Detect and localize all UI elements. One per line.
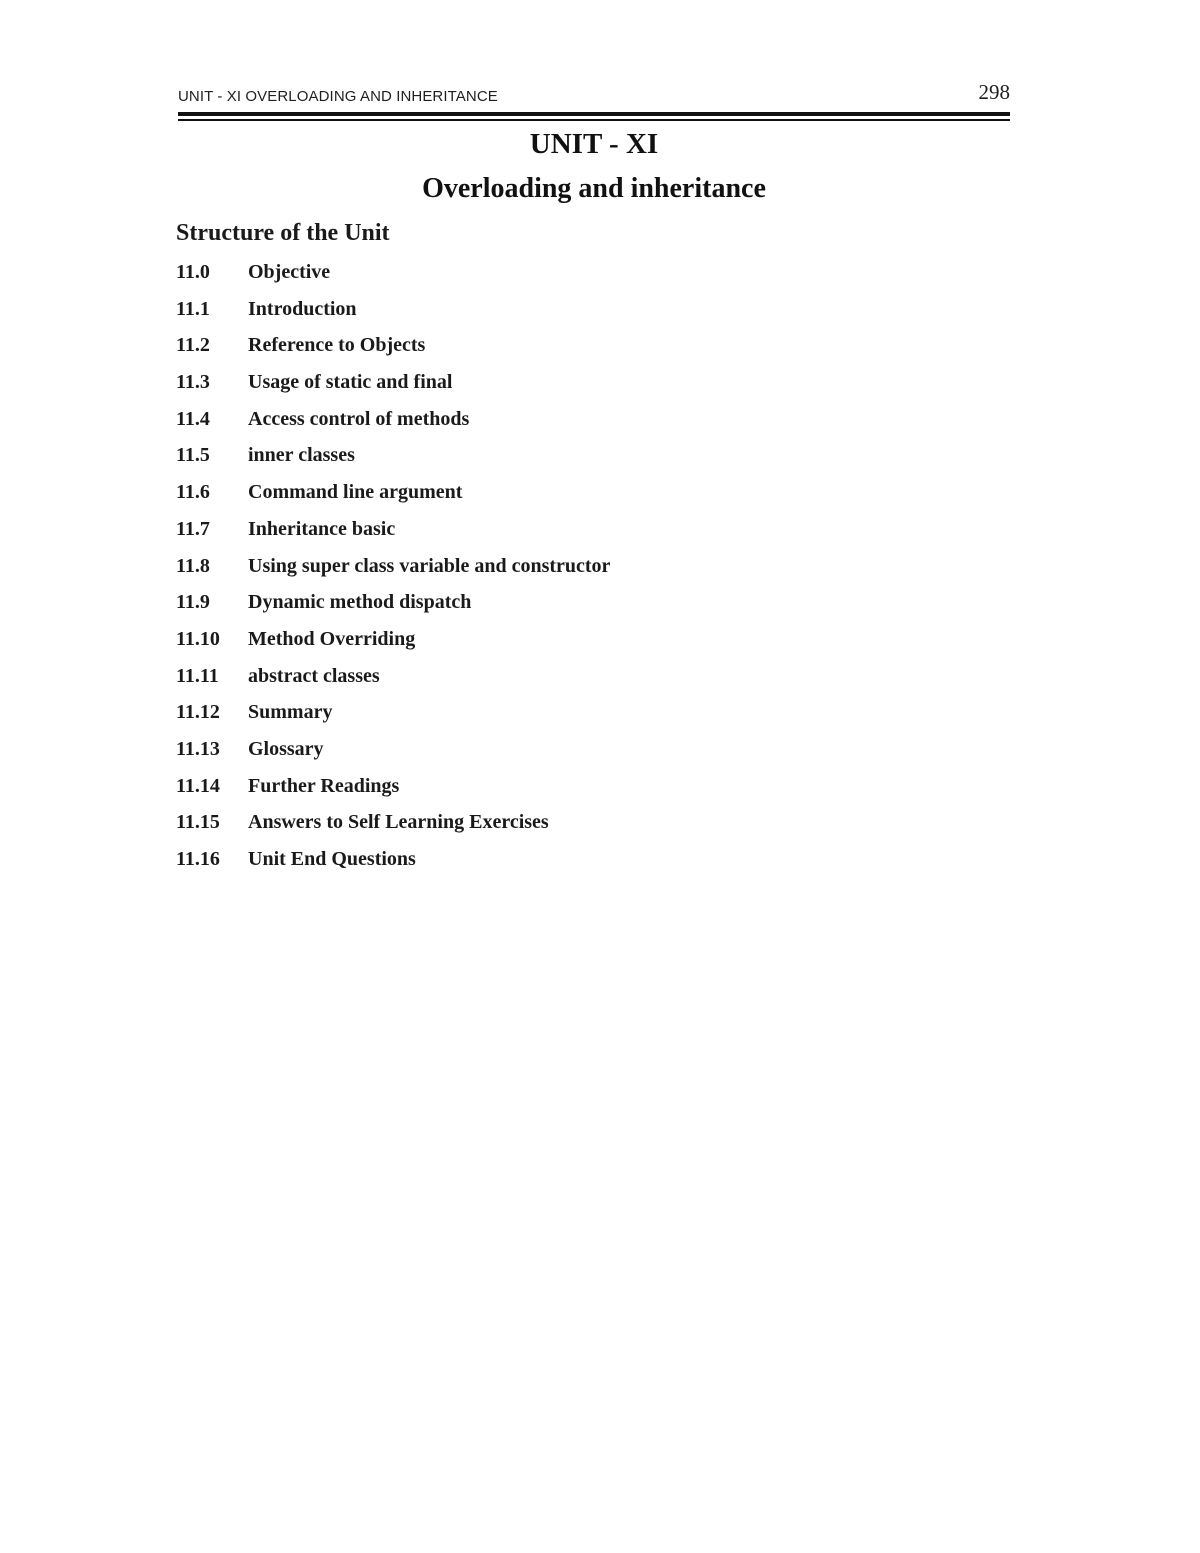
toc-item-label: Command line argument	[248, 481, 463, 504]
unit-subtitle: Overloading and inheritance	[422, 173, 766, 204]
toc-item-label: Method Overriding	[248, 627, 416, 650]
toc-item	[176, 292, 976, 329]
toc-item-number: 11.13	[176, 737, 220, 760]
toc-item-label: Answers to Self Learning Exercises	[248, 811, 549, 834]
toc-item-number: 11.10	[176, 627, 220, 650]
toc-item	[176, 365, 976, 402]
header-rule-thin	[178, 119, 1010, 121]
toc-item	[176, 328, 976, 365]
toc-item-number: 11.11	[176, 664, 219, 687]
toc-item	[176, 842, 976, 879]
toc-item-number: 11.1	[176, 297, 210, 320]
toc-item-label: Unit End Questions	[248, 848, 416, 870]
toc-item-number: 11.7	[176, 517, 210, 540]
toc-item-number: 11.8	[176, 554, 210, 577]
toc-item-number: 11.15	[176, 811, 220, 834]
toc-item-label: Access control of methods	[248, 407, 470, 430]
toc-item-number: 11.6	[176, 481, 210, 504]
toc-item-label: Summary	[248, 701, 333, 724]
toc-item	[176, 659, 976, 696]
toc-item	[176, 512, 976, 549]
toc-item-label: Further Readings	[248, 774, 400, 797]
toc-item-number: 11.4	[176, 407, 210, 430]
toc-item	[176, 695, 976, 732]
toc-item-label: Reference to Objects	[248, 334, 426, 357]
toc-item-label: inner classes	[248, 444, 355, 467]
toc-item	[176, 732, 976, 769]
toc-item-number: 11.14	[176, 774, 220, 797]
toc-item	[176, 622, 976, 659]
toc-item	[176, 805, 976, 842]
header-rule-thick	[178, 112, 1010, 116]
toc-item-number: 11.12	[176, 701, 220, 724]
toc-item-label: Usage of static and final	[248, 371, 453, 394]
toc-item	[176, 769, 976, 806]
running-title: UNIT - XI OVERLOADING AND INHERITANCE	[178, 88, 498, 105]
toc-item	[176, 549, 976, 586]
structure-heading: Structure of the Unit	[176, 220, 390, 246]
running-header	[178, 80, 1010, 110]
toc-item-number: 11.0	[176, 261, 210, 283]
toc-item-number: 11.3	[176, 371, 210, 394]
toc-item	[176, 585, 976, 622]
toc-item	[176, 402, 976, 439]
page-number: 298	[978, 80, 1010, 104]
toc-item	[176, 438, 976, 475]
toc-item-label: Introduction	[248, 297, 357, 320]
toc-item-label: Dynamic method dispatch	[248, 591, 472, 614]
toc-item-label: Objective	[248, 261, 331, 283]
toc-item-label: Using super class variable and constructor	[248, 554, 611, 577]
toc-item-label: abstract classes	[248, 664, 380, 687]
toc-item-number: 11.5	[176, 444, 210, 467]
table-of-contents	[176, 255, 976, 879]
toc-item	[176, 475, 976, 512]
toc-item	[176, 255, 976, 292]
toc-item-label: Glossary	[248, 737, 324, 760]
toc-item-number: 11.9	[176, 591, 210, 614]
toc-item-number: 11.2	[176, 334, 210, 357]
toc-item-number: 11.16	[176, 848, 220, 870]
toc-item-label: Inheritance basic	[248, 517, 396, 540]
unit-title: UNIT - XI	[529, 128, 659, 160]
